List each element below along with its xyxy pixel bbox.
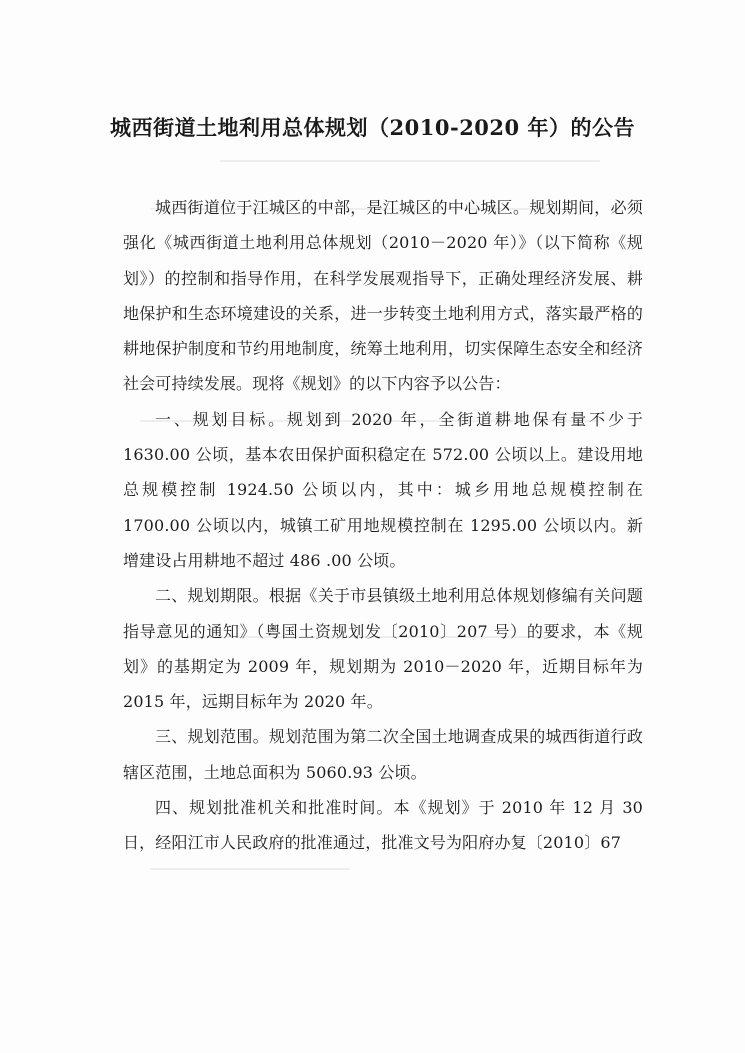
document-body bbox=[123, 190, 643, 861]
paragraph-approval: 四、规划批准机关和批准时间。本《规划》于 2010 年 12 月 30 日，经阳江市人民政府的批准通过，批准文号为阳府办复〔2010〕67 bbox=[123, 798, 643, 853]
paragraph-planning-scope: 三、规划范围。规划范围为第二次全国土地调查成果的城西街道行政辖区范围，土地总面积为 5060.93 公顷。 bbox=[123, 727, 643, 782]
paragraph-intro: 城西街道位于江城区的中部，是江城区的中心城区。规划期间，必须强化《城西街道土地利用总体规划（2010－2020 年）》（以下简称《规划》）的控制和指导作用，在科学发展观指导下，正确处理经济发展、耕地保护和生态环境建设的关系，进一步转变土地利用方式，落实最严格的耕地保护制度和节约用地制度，统筹土地利用，切实保障生态安全和经济社会可持续发展。现将《规划》的以下内容予以公告： bbox=[123, 198, 643, 394]
paragraph-planning-period: 二、规划期限。根据《关于市县镇级土地利用总体规划修编有关问题指导意见的通知》（粤国土资规划发〔2010〕207 号）的要求，本《规划》的基期定为 2009 年，规划期为 2010－2020 年，近期目标年为 2015 年，远期目标年为 2020 年。 bbox=[123, 586, 643, 712]
scan-bleed-mark bbox=[220, 160, 600, 162]
paragraph-planning-targets: 一、规划目标。规划到 2020 年，全街道耕地保有量不少于 1630.00 公顷，基本农田保护面积稳定在 572.00 公顷以上。建设用地总规模控制 1924.50 公顷以内，其中：城乡用地总规模控制在 1700.00 公顷以内，城镇工矿用地规模控制在 1295.00 公顷以内。新增建设占用耕地不超过 486 .00 公顷。 bbox=[123, 409, 643, 570]
document-title: 城西街道土地利用总体规划（2010-2020 年）的公告 bbox=[110, 115, 635, 140]
scan-bleed-mark bbox=[150, 868, 350, 870]
